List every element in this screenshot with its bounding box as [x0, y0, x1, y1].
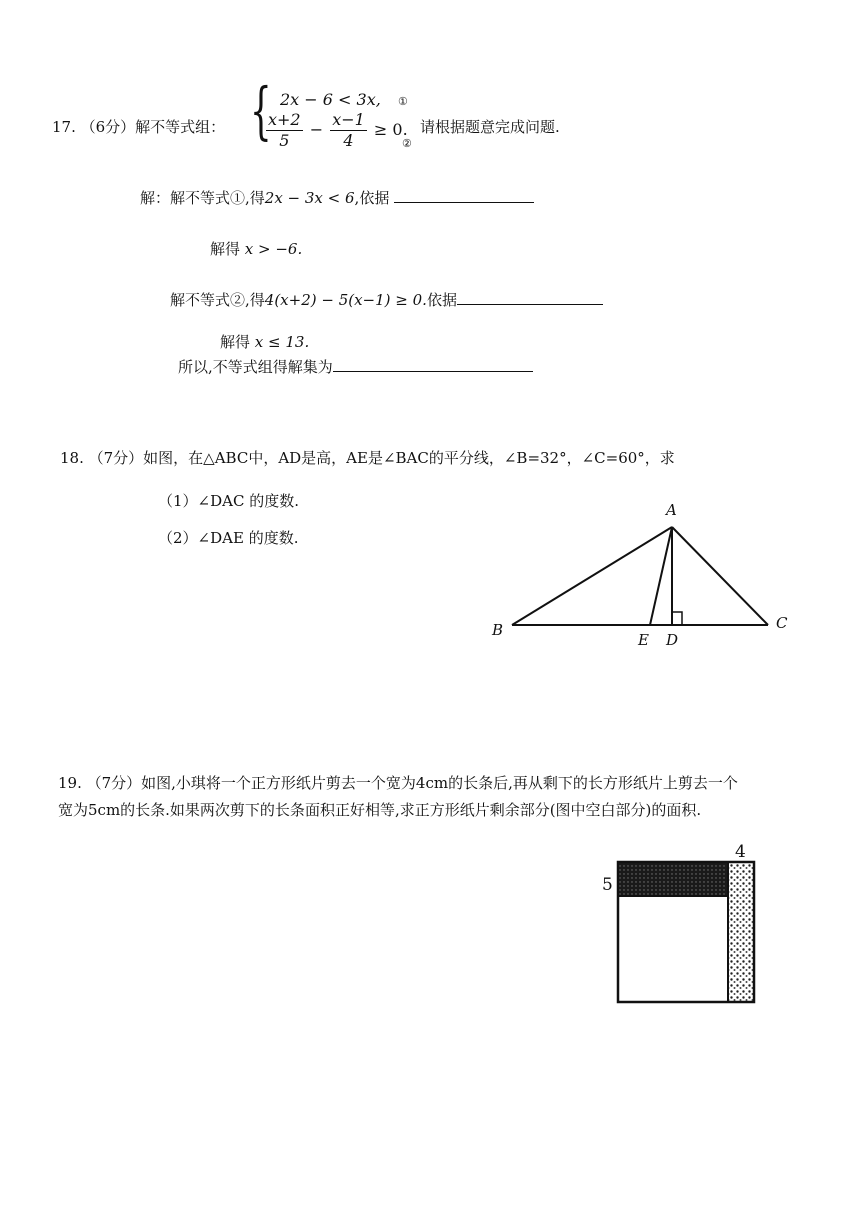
q17-step1: 解：解不等式①,得2x − 3x < 6,依据	[140, 187, 534, 208]
q17-ineq2-tail: ≥ 0.	[373, 120, 408, 139]
q17-fraction-1: $\frac{x+2}{5}$	[268, 110, 301, 150]
triangle-abc-figure	[480, 495, 800, 655]
strip-width-4	[728, 862, 754, 1002]
label-d: D	[666, 631, 679, 649]
side-ab	[512, 527, 672, 625]
q17-fraction-2: $\frac{x-1}{4}$	[332, 110, 365, 150]
q17-blank-2[interactable]	[457, 304, 603, 305]
q17-inequality-1: 2x − 6 < 3x,	[280, 90, 381, 109]
q17-inequality-2	[264, 110, 408, 151]
label-b: B	[492, 621, 504, 639]
side-ac	[672, 527, 768, 625]
q19-line2: 宽为5cm的长条.如果两次剪下的长条面积正好相等,求正方形纸片剩余部分(图中空白部分)的面积.	[58, 801, 702, 819]
label-4: 4	[735, 842, 746, 862]
q18-part1: （1）∠DAC 的度数.	[158, 492, 299, 510]
q18-stem: 18. （7分）如图，在△ABC中，AD是高，AE是∠BAC的平分线，∠B=32°，∠C=60°，求	[60, 449, 675, 467]
label-c: C	[776, 614, 788, 632]
q17-header: 17. （6分）解不等式组：	[52, 118, 226, 136]
q17-instruction: 请根据题意完成问题.	[420, 118, 560, 136]
label-a: A	[666, 501, 677, 519]
q19-line1: 19. （7分）如图,小琪将一个正方形纸片剪去一个宽为4cm的长条后,再从剩下的长方形纸片上剪去一个	[58, 774, 738, 792]
q17-result1: 解得 x > −6.	[210, 240, 303, 258]
bisector-ae	[650, 527, 672, 625]
q17-minus: −	[309, 120, 324, 139]
strip-width-5	[618, 862, 728, 896]
system-brace: {	[250, 74, 272, 147]
q17-result2: 解得 x ≤ 13.	[220, 333, 310, 351]
q17-blank-1[interactable]	[394, 202, 534, 203]
q17-blank-3[interactable]	[333, 371, 533, 372]
label-5: 5	[602, 875, 613, 895]
q17-mark-1: ①	[398, 95, 408, 108]
q17-step2: 解不等式②,得4(x+2) − 5(x−1) ≥ 0.依据	[170, 289, 603, 310]
q18-part2: （2）∠DAE 的度数.	[158, 529, 299, 547]
paper-square-figure	[598, 840, 768, 1010]
right-angle-mark	[672, 612, 682, 625]
q17-mark-2: ②	[402, 137, 412, 150]
q17-conclusion: 所以,不等式组得解集为	[178, 356, 533, 377]
label-e: E	[638, 631, 649, 649]
